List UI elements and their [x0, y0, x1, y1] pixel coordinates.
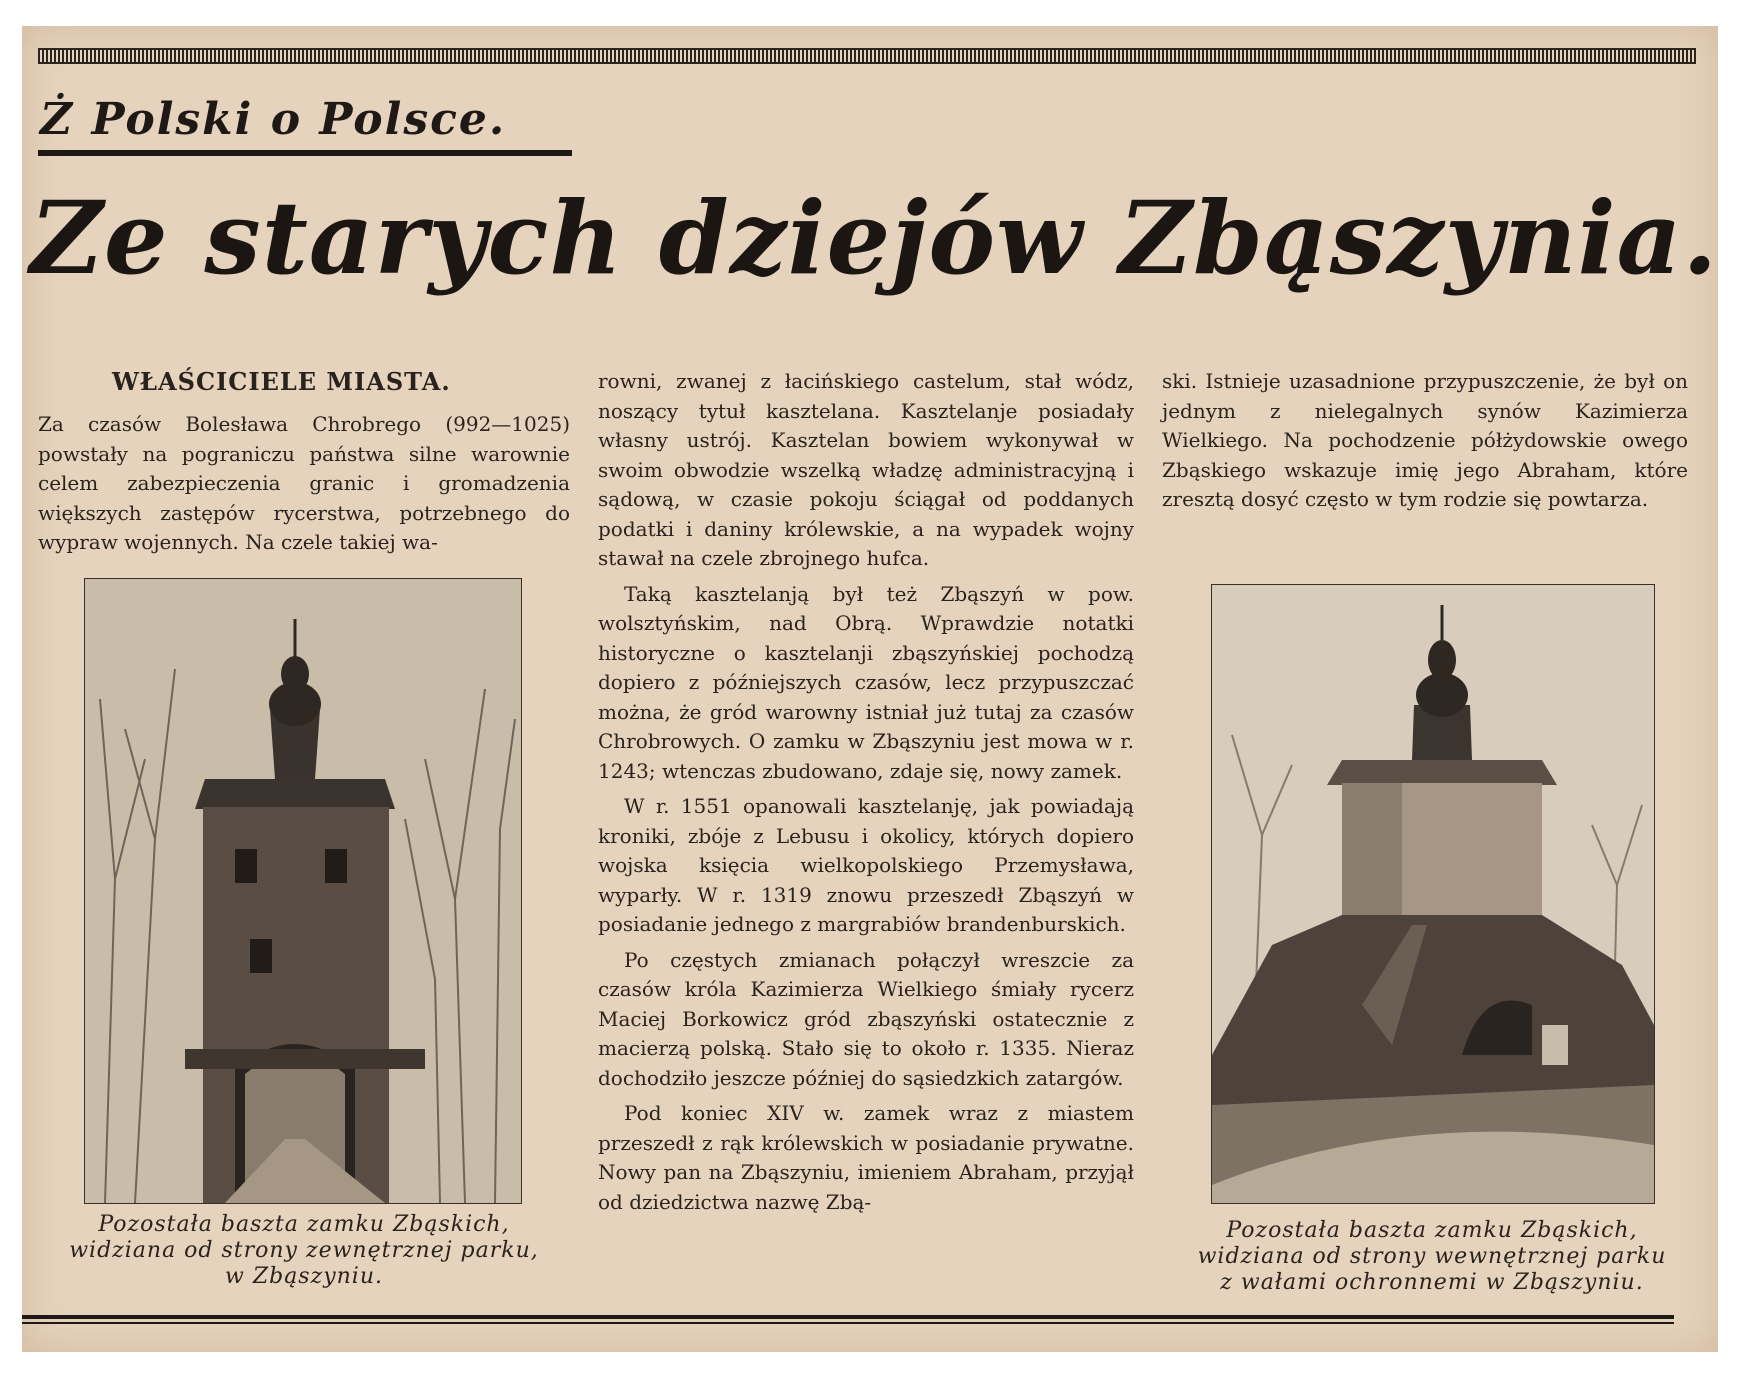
caption-left: [38, 1212, 570, 1290]
caption-line: w Zbąszyniu.: [225, 1264, 383, 1289]
text-column-2: [598, 367, 1134, 1217]
photo-tower-outer-side: [84, 578, 522, 1204]
caption-line: Pozostała baszta zamku Zbąskich,: [98, 1212, 510, 1237]
bottom-rule: [22, 1315, 1674, 1319]
caption-right: [1162, 1218, 1702, 1296]
caption-line: z wałami ochronnemi w Zbąszyniu.: [1220, 1270, 1644, 1295]
caption-line: Pozostała baszta zamku Zbąskich,: [1226, 1218, 1638, 1243]
tower-inner-illustration: [1212, 585, 1654, 1203]
paragraph: Za czasów Bolesława Chrobrego (992—1025) powstały na pograniczu państwa silne warownie celem zabezpieczenia granic i gromadzenia większych zastępów rycerstwa, potrzebnego do wypraw wojennych. Na czele takiej wa-: [38, 412, 570, 554]
text-column-1: [38, 410, 570, 558]
section-title-underline: [38, 150, 572, 156]
bottom-rule-thin: [22, 1322, 1674, 1324]
paragraph: Pod koniec XIV w. zamek wraz z miastem przeszedł z rąk królewskich w posiadanie prywatne. Nowy pan na Zbąszyniu, imieniem Abraham, przyjął od dziedzictwa nazwę Zbą-: [598, 1101, 1134, 1214]
paragraph: Po częstych zmianach połączył wreszcie za czasów króla Kazimierza Wielkiego śmiały rycerz Maciej Borkowicz gród zbąszyński ostatecznie z macierzą polską. Stało się to około r. 1335. Nieraz dochodziło jeszcze później do sąsiedzkich zatargów.: [598, 947, 1134, 1090]
article-headline: Ze starych dziejów Zbąszynia.: [30, 179, 1719, 297]
caption-line: widziana od strony zewnętrznej parku,: [69, 1238, 539, 1263]
caption-line: widziana od strony wewnętrznej parku: [1197, 1244, 1667, 1269]
photo-tower-inner-side: [1211, 584, 1655, 1204]
text-column-3: [1162, 367, 1688, 515]
paragraph: ski. Istnieje uzasadnione przypuszczenie, że był on jednym z nielegalnych synów Kazimierza Wielkiego. Na pochodzenie półżydowskie owego Zbąskiego wskazuje imię jego Abraham, które zresztą dosyć często w tym rodzie się powtarza.: [1162, 369, 1688, 511]
top-hatched-rule: [38, 48, 1696, 64]
paragraph: Taką kasztelanją był też Zbąszyń w pow. wolsztyńskim, nad Obrą. Wprawdzie notatki historyczne o kasztelanji zbąszyńskiej pochodzą dopiero z późniejszych czasów, lecz przypuszczać można, że gród warowny istniał już tutaj za czasów Chrobrowych. O zamku w Zbąszyniu jest mowa w r. 1243; wtenczas zbudowano, zdaje się, nowy zamek.: [598, 581, 1134, 783]
paragraph: rowni, zwanej z łacińskiego castelum, stał wódz, noszący tytuł kasztelana. Kasztelanje posiadały własny ustrój. Kasztelan bowiem wykonywał w swoim obwodzie wszelką władzę administracyjną i sądową, w czasie pokoju ściągał od poddanych podatki i daniny królewskie, a na wypadek wojny stawał na czele zbrojnego hufca.: [598, 369, 1134, 570]
article-subheading: WŁAŚCICIELE MIASTA.: [112, 367, 451, 396]
paragraph: W r. 1551 opanowali kasztelanję, jak powiadają kroniki, zbóje z Lebusu i okolicy, których dopiero wojska księcia wielkopolskiego Przemysława, wyparły. W r. 1319 znowu przeszedł Zbąszyń w posiadanie jednego z margrabiów brandenburskich.: [598, 794, 1134, 936]
tower-outer-illustration: [85, 579, 521, 1203]
section-title: Ż Polski o Polsce.: [40, 94, 507, 145]
